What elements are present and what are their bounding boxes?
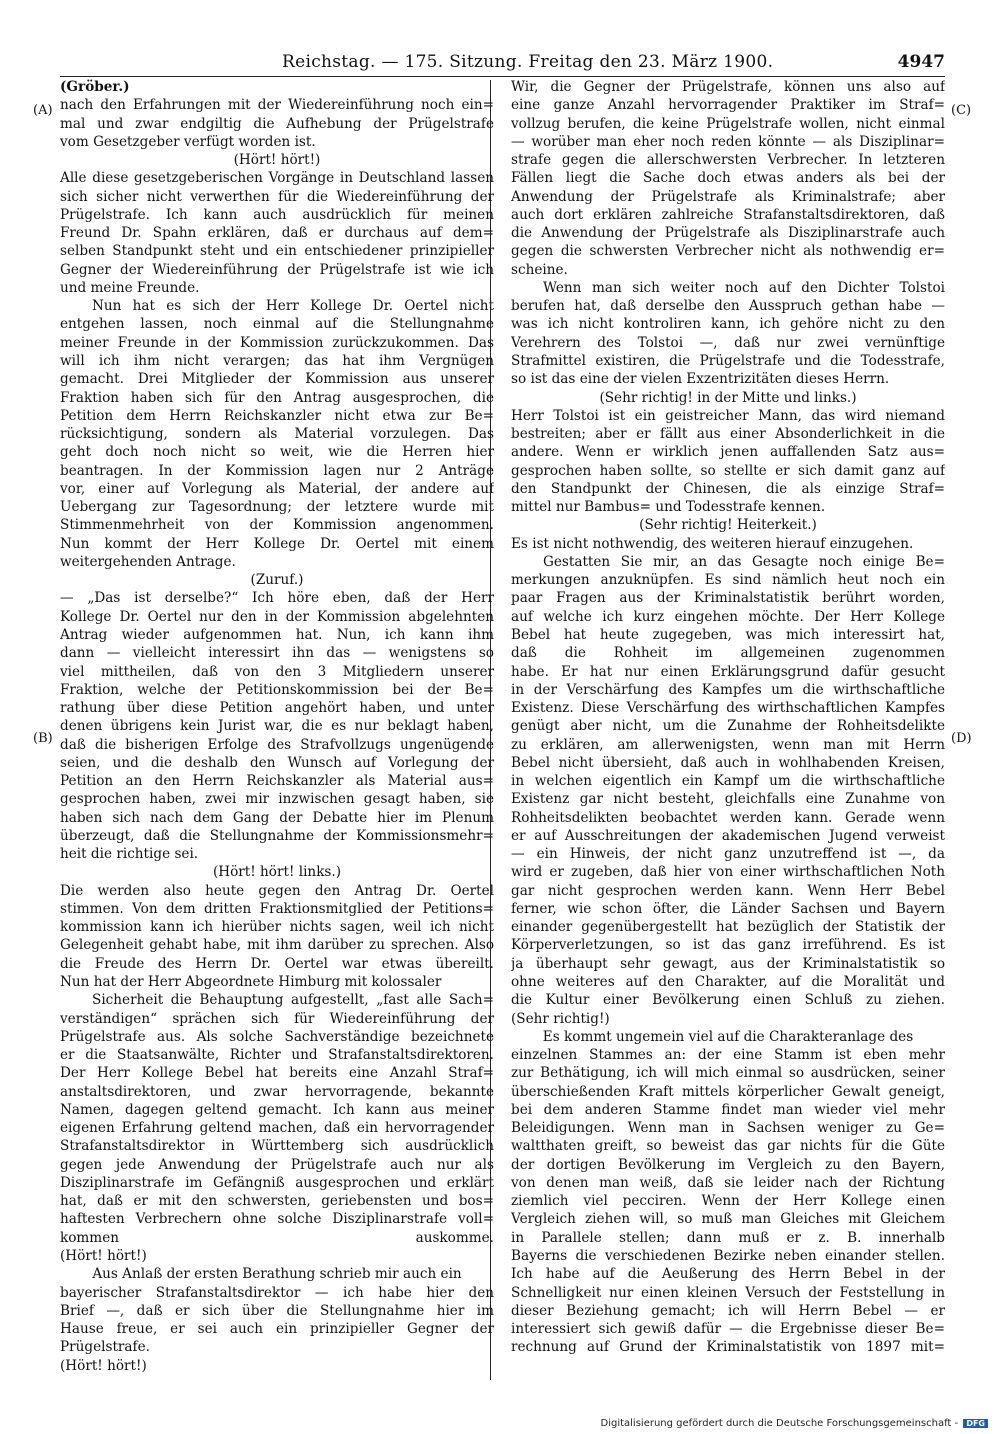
text-line: Der Herr Kollege Bebel hat bereits eine Anzahl Straf=	[60, 1065, 494, 1082]
text-line: interessiert sich gewiß dafür — die Ergebnisse dieser Be=	[511, 1321, 945, 1338]
text-line: waltthaten greift, so beweist das gar nichts für die Güte	[511, 1138, 945, 1155]
text-line: Strafmittel existiren, die Prügelstrafe und die Todesstrafe,	[511, 352, 945, 369]
text-line: die Kultur einer Bevölkerung einen Schluß zu ziehen.	[511, 992, 945, 1009]
left-text-column	[60, 78, 494, 1375]
text-line: (Gröber.)	[60, 79, 130, 95]
dfg-logo-icon: DFG	[963, 1419, 988, 1428]
digitization-credit	[601, 1418, 989, 1429]
text-line: kommission kann ich hierüber nichts sagen, weil ich nicht	[60, 919, 494, 936]
text-line: so ist das eine der vielen Exzentrizitäten dieses Herrn.	[511, 371, 890, 388]
text-line: einzelnen Stammes an: der eine Stamm ist eben mehr	[511, 1047, 945, 1064]
text-line: berufen hat, daß derselbe den Ausspruch gethan habe —	[511, 298, 945, 315]
text-line: Prügelstrafe. Ich kann auch ausdrücklich für meinen	[60, 206, 494, 223]
column-divider	[490, 80, 491, 1380]
text-line: Nun kommt der Herr Kollege Dr. Oertel mit einem	[60, 535, 494, 552]
text-line: merkungen anzuknüpfen. Es sind nämlich heut noch ein	[511, 572, 945, 589]
text-line: Stimmenmehrheit von der Kommission angenommen.	[60, 517, 494, 534]
text-line: auf welche ich kurz eingehen möchte. Der Herr Kollege	[511, 608, 945, 625]
text-line: in welchen eigentlich ein Kampf um die wirthschaftliche	[511, 773, 945, 790]
text-line: Fraktion haben sich für den Antrag ausgesprochen, die	[60, 389, 494, 406]
text-line: Strafanstaltsdirektor in Württemberg sich ausdrücklich	[60, 1138, 494, 1155]
text-line: Uebergang zur Tagesordnung; der letztere wurde mit	[60, 499, 494, 516]
text-line: gemacht. Drei Mitglieder der Kommission aus unserer	[60, 371, 494, 388]
interjection-line: (Zuruf.)	[250, 572, 304, 589]
text-line: heit die richtige sei.	[60, 846, 199, 863]
text-line: anstaltsdirektoren, und zwar hervorragende, bekannte	[60, 1083, 494, 1100]
text-line: viel mittheilen, daß von den 3 Mitgliedern unserer	[60, 663, 494, 680]
text-line: stimmen. Von dem dritten Fraktionsmitglied der Petitions=	[60, 900, 494, 917]
text-line: er die Staatsanwälte, Richter und Strafanstaltsdirektoren.	[60, 1047, 494, 1064]
text-line: daß die Rohheit im allgemeinen zugenommen	[511, 645, 945, 662]
text-line: Alle diese gesetzgeberischen Vorgänge in Deutschland lassen	[60, 170, 494, 187]
text-line: gesprochen haben, zwei mir inzwischen gesagt haben, sie	[60, 791, 494, 808]
text-line: in der Verschärfung des Kampfes um die wirthschaftliche	[511, 681, 945, 698]
text-line: vom Gesetzgeber verfügt worden ist.	[60, 133, 316, 150]
text-line: und meine Freunde.	[60, 279, 200, 296]
text-line: — „Das ist derselbe?“ Ich höre eben, daß der Herr	[60, 590, 494, 607]
text-line: überzeugt, daß die Stellungnahme der Kommissionsmehr=	[60, 827, 494, 844]
credit-text: Digitalisierung gefördert durch die Deutsche Forschungsgemeinschaft -	[600, 1418, 959, 1429]
text-line: Existenz gar nicht besteht, gleichfalls eine Zunahme von	[511, 791, 945, 808]
text-line: Prügelstrafe.	[60, 1339, 150, 1356]
text-line: auch dort erklären zahlreiche Strafanstaltsdirektoren, daß	[511, 206, 945, 223]
text-line: Hause freue, er sei auch ein prinzipieller Gegner der	[60, 1321, 494, 1338]
text-line: bayerischer Strafanstaltsdirektor — ich habe hier den	[60, 1284, 494, 1301]
text-line: (Hört! hört!)	[60, 1357, 147, 1374]
text-line: Antrag wieder aufgenommen hat. Nun, ich kann ihm	[60, 626, 494, 643]
text-line: hat, daß er mit den schwersten, geriebensten und bos=	[60, 1193, 494, 1210]
text-line: Kollege Dr. Oertel nur den in der Kommission abgelehnten	[60, 608, 494, 625]
text-line: paar Fragen aus der Kriminalstatistik berührt worden,	[511, 590, 945, 607]
text-line: seien, und die deshalb den Wunsch auf Vorlegung der	[60, 754, 494, 771]
text-line: Petition dem Herrn Reichskanzler nicht etwa zur Be=	[60, 407, 494, 424]
text-line: Die werden also heute gegen den Antrag Dr. Oertel	[60, 882, 494, 899]
text-line: ferner, wie schon öfter, die Länder Sachsen und Bayern	[511, 900, 945, 917]
text-line: ziemlich viel pecciren. Wenn der Herr Kollege einen	[511, 1193, 945, 1210]
text-line: Bebel nicht übersieht, daß auch in wohlhabenden Kreisen,	[511, 754, 945, 771]
text-line: dieser Beziehung gemacht; ich will Herrn Bebel — er	[511, 1302, 945, 1319]
text-line: was ich nicht kontroliren kann, ich gehöre nicht zu den	[511, 316, 945, 333]
text-line: nach den Erfahrungen mit der Wiedereinführung noch ein=	[60, 97, 494, 114]
text-line: Vergleich ziehen will, so muß man Gleiches mit Gleichem	[511, 1211, 945, 1228]
text-line: Bebel hat heute zugegeben, was mich interessirt hat,	[511, 626, 945, 643]
page-header	[60, 52, 945, 76]
text-line: geht doch noch nicht so weit, wie die Herren hier	[60, 444, 494, 461]
text-line: bestreiten; aber er fällt aus einer Absonderlichkeit in die	[511, 426, 945, 443]
text-line: verständigen“ sprächen sich für Wiedereinführung der	[60, 1010, 494, 1027]
text-line: kommen auskomme.	[60, 1229, 494, 1246]
text-line: Namen, dagegen geltend gemacht. Ich kann aus meiner	[60, 1101, 494, 1118]
text-line: Fraktion, welche der Petitionskommission bei der Be=	[60, 681, 494, 698]
text-line: vollzug berufen, die keine Prügelstrafe wollen, nicht einmal	[511, 115, 945, 132]
text-line: dann — vielleicht interessirt ihn das — wenigstens so	[60, 645, 494, 662]
text-line: Nun hat es sich der Herr Kollege Dr. Oertel nicht	[92, 298, 494, 315]
text-line: Verehrern des Tolstoi —, daß nur zwei vernünftige	[511, 334, 945, 351]
text-line: Ich habe auf die Aeußerung des Herrn Bebel in der	[511, 1266, 945, 1283]
interjection-line: (Hört! hört! links.)	[212, 864, 342, 881]
text-line: den Standpunkt der Chinesen, die als einzige Straf=	[511, 480, 945, 497]
text-line: will ich ihm nicht verargen; das hat ihm Vergnügen	[60, 352, 494, 369]
text-line: genügt aber nicht, um die Zunahme der Rohheitsdelikte	[511, 718, 945, 735]
text-line: beantragen. In der Kommission lagen nur 2 Anträge	[60, 462, 494, 479]
text-line: Brief —, daß er sich über die Stellungnahme hier im	[60, 1302, 494, 1319]
text-line: von denen man weiß, daß sie leider nach der Richtung	[511, 1174, 945, 1191]
text-line: einander gegenübergestellt hat bezüglich der Statistik der	[511, 919, 945, 936]
interjection-line: (Sehr richtig! in der Mitte und links.)	[599, 389, 857, 406]
text-line: rathung über diese Petition angehört haben, und unter	[60, 700, 494, 717]
text-line: Bayerns die verschiedenen Bezirke neben einander stellen.	[511, 1248, 945, 1264]
running-title: Reichstag. — 175. Sitzung. Freitag den 23. März 1900.	[282, 52, 774, 72]
text-line: meiner Freunde in der Kommission zurückzukommen. Das	[60, 334, 494, 351]
header-rule	[60, 76, 945, 77]
text-line: ohne weiteres auf den Charakter, auf die Moralität und	[511, 974, 945, 991]
text-line: bei dem anderen Stamme findet man wieder viel mehr	[511, 1101, 945, 1118]
text-line: selben Standpunkt steht und ein entschiedener prinzipieller	[60, 243, 494, 260]
text-line: Prügelstrafe aus. Als solche Sachverständige bezeichnete	[60, 1028, 494, 1045]
text-line: entgehen lassen, noch einmal auf die Stellungnahme	[60, 316, 494, 333]
text-line: mal und zwar endgiltig die Aufhebung der Prügelstrafe	[60, 115, 494, 132]
text-line: haftesten Verbrechern ohne solche Disziplinarstrafe voll=	[60, 1211, 494, 1228]
right-text-column	[511, 78, 945, 1357]
text-line: daß die bisherigen Erfolge des Strafvollzugs ungenügende	[60, 736, 494, 753]
text-line: er auf Ausschreitungen der akademischen Jugend verweist	[511, 827, 945, 844]
text-line: vor, einer auf Vorlegung als Material, der andere auf	[60, 480, 494, 497]
text-line: scheine.	[511, 261, 568, 278]
interjection-line: (Sehr richtig! Heiterkeit.)	[639, 517, 817, 534]
text-line: weitergehenden Antrage.	[60, 553, 236, 570]
text-line: rücksichtigung, sondern als Material vorzulegen. Das	[60, 426, 494, 443]
text-line: gesprochen haben sollte, so stellte er sich damit ganz auf	[511, 462, 945, 479]
text-line: die Anwendung der Prügelstrafe als Disziplinarstrafe auch	[511, 225, 945, 242]
text-line: Sicherheit die Behauptung aufgestellt, „fast alle Sach=	[92, 992, 494, 1009]
text-line: überschießenden Kraft mittels körperlicher Gewalt geneigt,	[511, 1083, 945, 1100]
margin-marker-a: (A)	[33, 103, 53, 118]
text-line: Disziplinarstrafe im Gefängniß ausgesprochen und erklärt	[60, 1174, 494, 1191]
text-line: Nun hat der Herr Abgeordnete Himburg mit kolossaler	[60, 974, 442, 991]
text-line: zur Bethätigung, ich will mich einmal so ausdrücken, seiner	[511, 1065, 945, 1082]
text-line: Beleidigungen. Wenn man in Sachsen weniger zu Ge=	[511, 1120, 945, 1137]
text-line: Fällen liegt die Sache doch etwas anders als bei der	[511, 170, 945, 187]
text-line: — ein Hinweis, der nicht ganz unzutreffend ist —, da	[511, 846, 945, 863]
margin-marker-c: (C)	[951, 103, 972, 118]
text-line: die Freude des Herrn Dr. Oertel war etwas übereilt.	[60, 955, 494, 972]
text-line: Gegner der Wiedereinführung der Prügelstrafe ist wie ich	[60, 261, 494, 278]
text-line: Freund Dr. Spahn erklären, daß er durchaus auf dem=	[60, 225, 494, 242]
text-line: mittel nur Bambus= und Todesstrafe kennen.	[511, 499, 826, 516]
text-line: Anwendung der Prügelstrafe als Kriminalstrafe; aber	[511, 188, 945, 205]
text-line: eigenen Erfahrung geltend machen, daß ein hervorragender	[60, 1120, 494, 1137]
margin-marker-d: (D)	[951, 731, 972, 746]
text-line: gegen jede Anwendung der Prügelstrafe auch nur als	[60, 1156, 494, 1173]
text-line: (Sehr richtig!)	[511, 1010, 610, 1027]
text-line: Herr Tolstoi ist ein geistreicher Mann, das wird niemand	[511, 407, 945, 424]
text-line: Gelegenheit gehabt habe, mit ihm darüber zu sprechen. Also	[60, 937, 494, 954]
text-line: Wir, die Gegner der Prügelstrafe, können uns also auf	[511, 79, 945, 95]
text-line: (Hört! hört!)	[60, 1248, 147, 1264]
text-line: gar nicht gesprochen werden kann. Wenn Herr Bebel	[511, 882, 945, 899]
text-line: wird er zugeben, daß hier von einer wirthschaftlichen Noth	[511, 864, 945, 881]
margin-marker-b: (B)	[33, 731, 53, 746]
text-line: Körperverletzungen, so ist das ganz irreführend. Es ist	[511, 937, 945, 954]
interjection-line: Es kommt ungemein viel auf die Charakteranlage des	[542, 1028, 914, 1045]
text-line: strafe gegen die allerschwersten Verbrecher. In letzteren	[511, 152, 945, 169]
text-line: habe. Er hat nur einen Erklärungsgrund dafür gesucht	[511, 663, 945, 680]
text-line: andere. Wenn er wirklich jenen auffallenden Satz aus=	[511, 444, 945, 461]
text-line: eine ganze Anzahl hervorragender Praktiker im Straf=	[511, 97, 945, 114]
interjection-line: Aus Anlaß der ersten Berathung schrieb mir auch ein	[92, 1266, 462, 1283]
text-line: denen übrigens kein Jurist war, die es nur beklagt haben,	[60, 718, 494, 735]
text-line: ja überhaupt sehr gewagt, aus der Kriminalstatistik so	[511, 955, 945, 972]
text-line: haben sich nach dem Gang der Debatte hier im Plenum	[60, 809, 494, 826]
text-line: Es ist nicht nothwendig, des weiteren hierauf einzugehen.	[511, 535, 914, 552]
text-line: der dortigen Bevölkerung im Vergleich zu den Bayern,	[511, 1156, 945, 1173]
text-line: gegen die schwersten Verbrecher nicht als nothwendig er=	[511, 243, 945, 260]
text-line: Schnelligkeit nur einen kleinen Versuch der Feststellung in	[511, 1284, 945, 1301]
text-line: Petition an den Herrn Reichskanzler als Material aus=	[60, 773, 494, 790]
text-line: Gestatten Sie mir, an das Gesagte noch einige Be=	[543, 553, 945, 570]
text-line: Rohheitsdelikten beobachtet werden kann. Gerade wenn	[511, 809, 945, 826]
text-line: rechnung auf Grund der Kriminalstatistik von 1897 mit=	[511, 1339, 945, 1356]
text-line: sich sicher nicht verwerthen für die Wiedereinführung der	[60, 188, 494, 205]
interjection-line: (Hört! hört!)	[233, 152, 321, 169]
page-number: 4947	[897, 52, 945, 72]
text-line: Existenz. Diese Verschärfung des wirthschaftlichen Kampfes	[511, 700, 945, 717]
text-line: zu erklären, am allerwenigsten, wenn man mit Herrn	[511, 736, 945, 753]
text-line: — worüber man eher noch reden könnte — als Disziplinar=	[511, 133, 945, 150]
text-line: Wenn man sich weiter noch auf den Dichter Tolstoi	[543, 279, 945, 296]
text-line: in Parallele stellen; dann muß er z. B. innerhalb	[511, 1229, 945, 1246]
